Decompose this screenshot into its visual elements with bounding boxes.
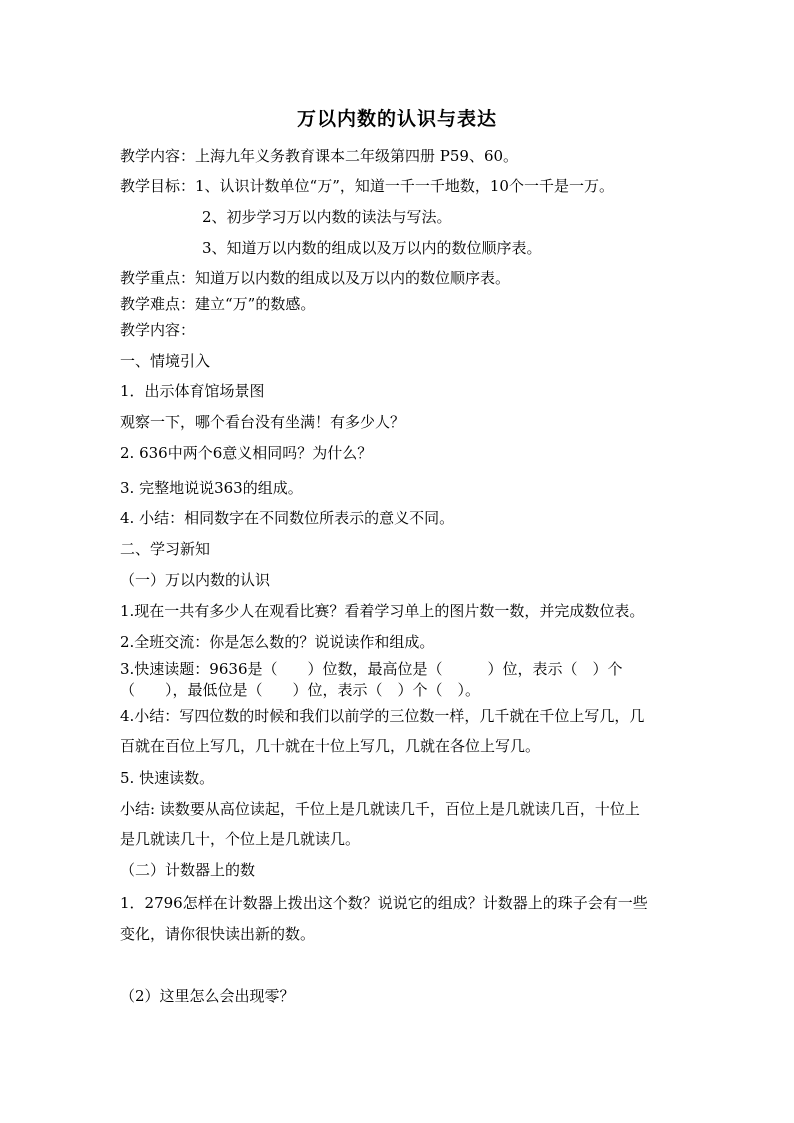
text-line: 观察一下，哪个看台没有坐满！有多少人？ <box>120 413 406 431</box>
text-line: 变化，请你很快读出新的数。 <box>120 925 316 943</box>
objective-line: 3、知道万以内数的组成以及万以内的数位顺序表。 <box>202 239 542 257</box>
text-line: 百就在百位上写几，几十就在十位上写几，几就在各位上写几。 <box>120 737 541 755</box>
document-title: 万以内数的认识与表达 <box>296 108 497 130</box>
subsection-heading: （二）计数器上的数 <box>120 861 256 879</box>
text-line: 1．2796怎样在计数器上拨出这个数？说说它的组成？计数器上的珠子会有一些 <box>120 894 648 912</box>
section-heading: 二、学习新知 <box>120 540 211 558</box>
text-line: 1．出示体育馆场景图 <box>120 382 265 400</box>
text-line: 4. 小结：相同数字在不同数位所表示的意义不同。 <box>120 509 455 527</box>
content-line: 教学内容：上海九年义务教育课本二年级第四册 P59、60。 <box>120 147 519 165</box>
content-heading: 教学内容： <box>120 321 196 339</box>
section-heading: 一、情境引入 <box>120 352 211 370</box>
text-line: 3. 完整地说说363的组成。 <box>120 479 303 497</box>
text-line: 小结: 读数要从高位读起，千位上是几就读几千，百位上是几就读几百，十位上 <box>120 800 640 818</box>
subsection-heading: （一）万以内数的认识 <box>120 571 271 589</box>
text-line: 4.小结：写四位数的时候和我们以前学的三位数一样，几千就在千位上写几，几 <box>120 707 645 725</box>
key-point-line: 教学重点：知道万以内数的组成以及万以内的数位顺序表。 <box>120 269 511 287</box>
text-line: 5. 快速读数。 <box>120 769 215 787</box>
difficulty-line: 教学难点：建立“万”的数感。 <box>120 295 316 313</box>
text-line: 1.现在一共有多少人在观看比赛？看着学习单上的图片数一数，并完成数位表。 <box>120 602 645 620</box>
text-line: （ ），最低位是（ ）位，表示（ ）个（ ）。 <box>120 681 481 699</box>
text-line: 是几就读几十，个位上是几就读几。 <box>120 830 361 848</box>
objective-line: 2、初步学习万以内数的读法与写法。 <box>202 208 452 226</box>
text-line: （2）这里怎么会出现零？ <box>120 987 295 1005</box>
text-line: 2.全班交流：你是怎么数的？说说读作和组成。 <box>120 633 435 651</box>
text-line: 2. 636中两个6意义相同吗？为什么？ <box>120 444 373 462</box>
text-line: 3.快速读题：9636是（ ）位数，最高位是（ ）位，表示（ ）个 <box>120 660 623 678</box>
objectives-line: 教学目标：1、认识计数单位“万”，知道一千一千地数，10个一千是一万。 <box>120 177 614 195</box>
